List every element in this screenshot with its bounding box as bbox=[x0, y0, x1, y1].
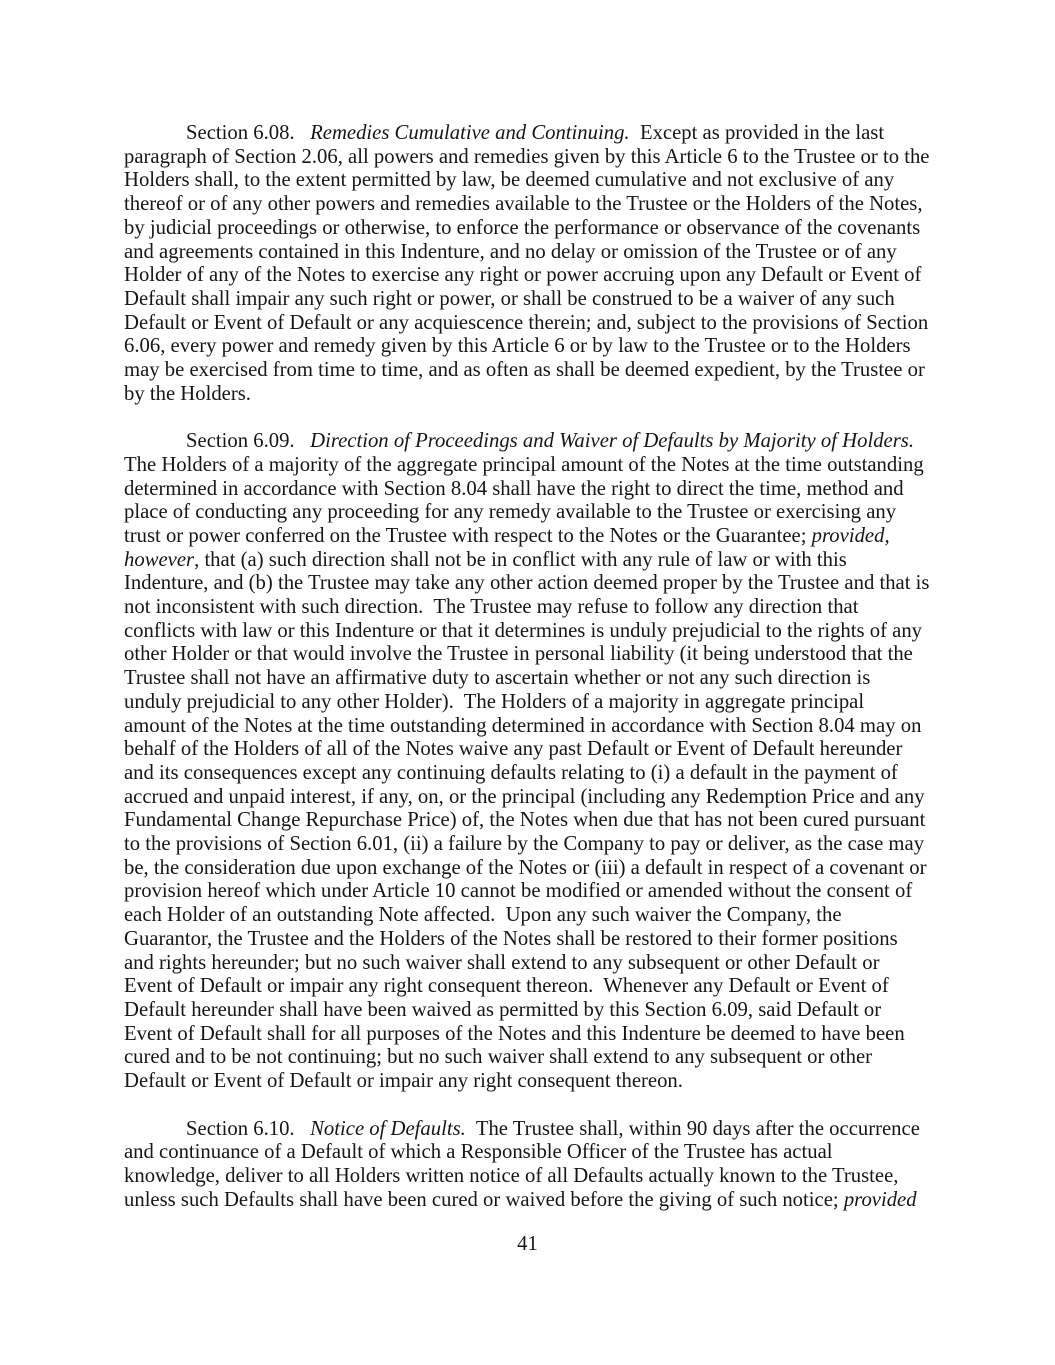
text-run: Section 6.10. bbox=[186, 1117, 311, 1140]
page-number: 41 bbox=[517, 1233, 538, 1255]
italic-text-run: provided bbox=[843, 1188, 917, 1211]
italic-text-run: Notice of Defaults. bbox=[310, 1117, 466, 1140]
paragraph-section-6-10 bbox=[124, 1118, 930, 1213]
italic-text-run: Remedies Cumulative and Continuing. bbox=[310, 122, 630, 144]
text-run: Section 6.08. bbox=[186, 122, 311, 144]
italic-text-run: provided, however bbox=[124, 524, 895, 571]
paragraph-section-6-09 bbox=[124, 430, 935, 1094]
text-run: , that (a) such direction shall not be in conflict with any rule of law or with this Indenture, and (b) the Trustee may take any other action deemed proper by the Trustee and that is not inconsistent with such direction. The Trustee may refuse to follow any direction that conflicts with law or this Indenture or that it determines is unduly prejudicial to the rights of any other Holder or that would involve the Trustee in personal liability (it being understood that the Trustee shall not have an affirmative duty to ascertain whether or not any such direction is unduly prejudicial to any other Holder). The Holders of a majority in aggregate principal amount of the Notes at the time outstanding determined in accordance with Section 8.04 may on behalf of the Holders of all of the Notes waive any past Default or Event of Default hereunder and its consequences except any continuing defaults relating to (i) a default in the payment of accrued and unpaid interest, if any, on, or the principal (including any Redemption Price and any Fundamental Change Repurchase Price) of, the Notes when due that has not been cured pursuant to the provisions of Section 6.01, (ii) a failure by the Company to pay or deliver, as the case may be, the consideration due upon exchange of the Notes or (iii) a default in respect of a covenant or provision hereof which under Article 10 cannot be modified or amended without the consent of each Holder of an outstanding Note affected. Upon any such waiver the Company, the Guarantor, the Trustee and the Holders of the Notes shall be restored to their former positions and rights hereunder; but no such waiver shall extend to any subsequent or other Default or Event of Default or impair any right consequent thereon. Whenever any Default or Event of Default hereunder shall have been waived as permitted by this Section 6.09, said Default or Event of Default shall for all purposes of the Notes and this Indenture be deemed to have been cured and to be not continuing; but no such waiver shall extend to any subsequent or other Default or Event of Default or impair any right consequent thereon. bbox=[124, 548, 935, 1093]
italic-text-run: Direction of Proceedings and Waiver of Defaults by Majority of Holders. bbox=[310, 430, 914, 453]
paragraph-section-6-08 bbox=[124, 122, 935, 406]
text-run: Except as provided in the last paragraph of Section 2.06, all powers and remedies given by this Article 6 to the Trustee or to the Holders shall, to the extent permitted by law, be deemed cumulative and not exclusive of any thereof or of any other powers and remedies available to the Trustee or the Holders of the Notes, by judicial proceedings or otherwise, to enforce the performance or observance of the covenants and agreements contained in this Indenture, and no delay or omission of the Trustee or of any Holder of any of the Notes to exercise any right or power accruing upon any Default or Event of Default shall impair any such right or power, or shall be construed to be a waiver of any such Default or Event of Default or any acquiescence therein; and, subject to the provisions of Section 6.06, every power and remedy given by this Article 6 or by law to the Trustee or to the Holders may be exercised from time to time, and as often as shall be deemed expedient, by the Trustee or by the Holders. bbox=[124, 122, 935, 405]
document-body bbox=[124, 122, 935, 1236]
text-run: The Trustee shall, within 90 days after the occurrence and continuance of a Default of which a Responsible Officer of the Trustee has actual knowledge, deliver to all Holders written notice of all Defaults actually known to the Trustee, unless such Defaults shall have been cured or waived before the giving of such notice; bbox=[124, 1117, 926, 1211]
text-run: Section 6.09. bbox=[186, 430, 311, 453]
text-run: The Holders of a majority of the aggregate principal amount of the Notes at the time outstanding determined in accordance with Section 8.04 shall have the right to direct the time, method and place of conducting any proceeding for any remedy available to the Trustee or exercising any trust or power conferred on the Trustee with respect to the Notes or the Guarantee; bbox=[124, 430, 929, 547]
